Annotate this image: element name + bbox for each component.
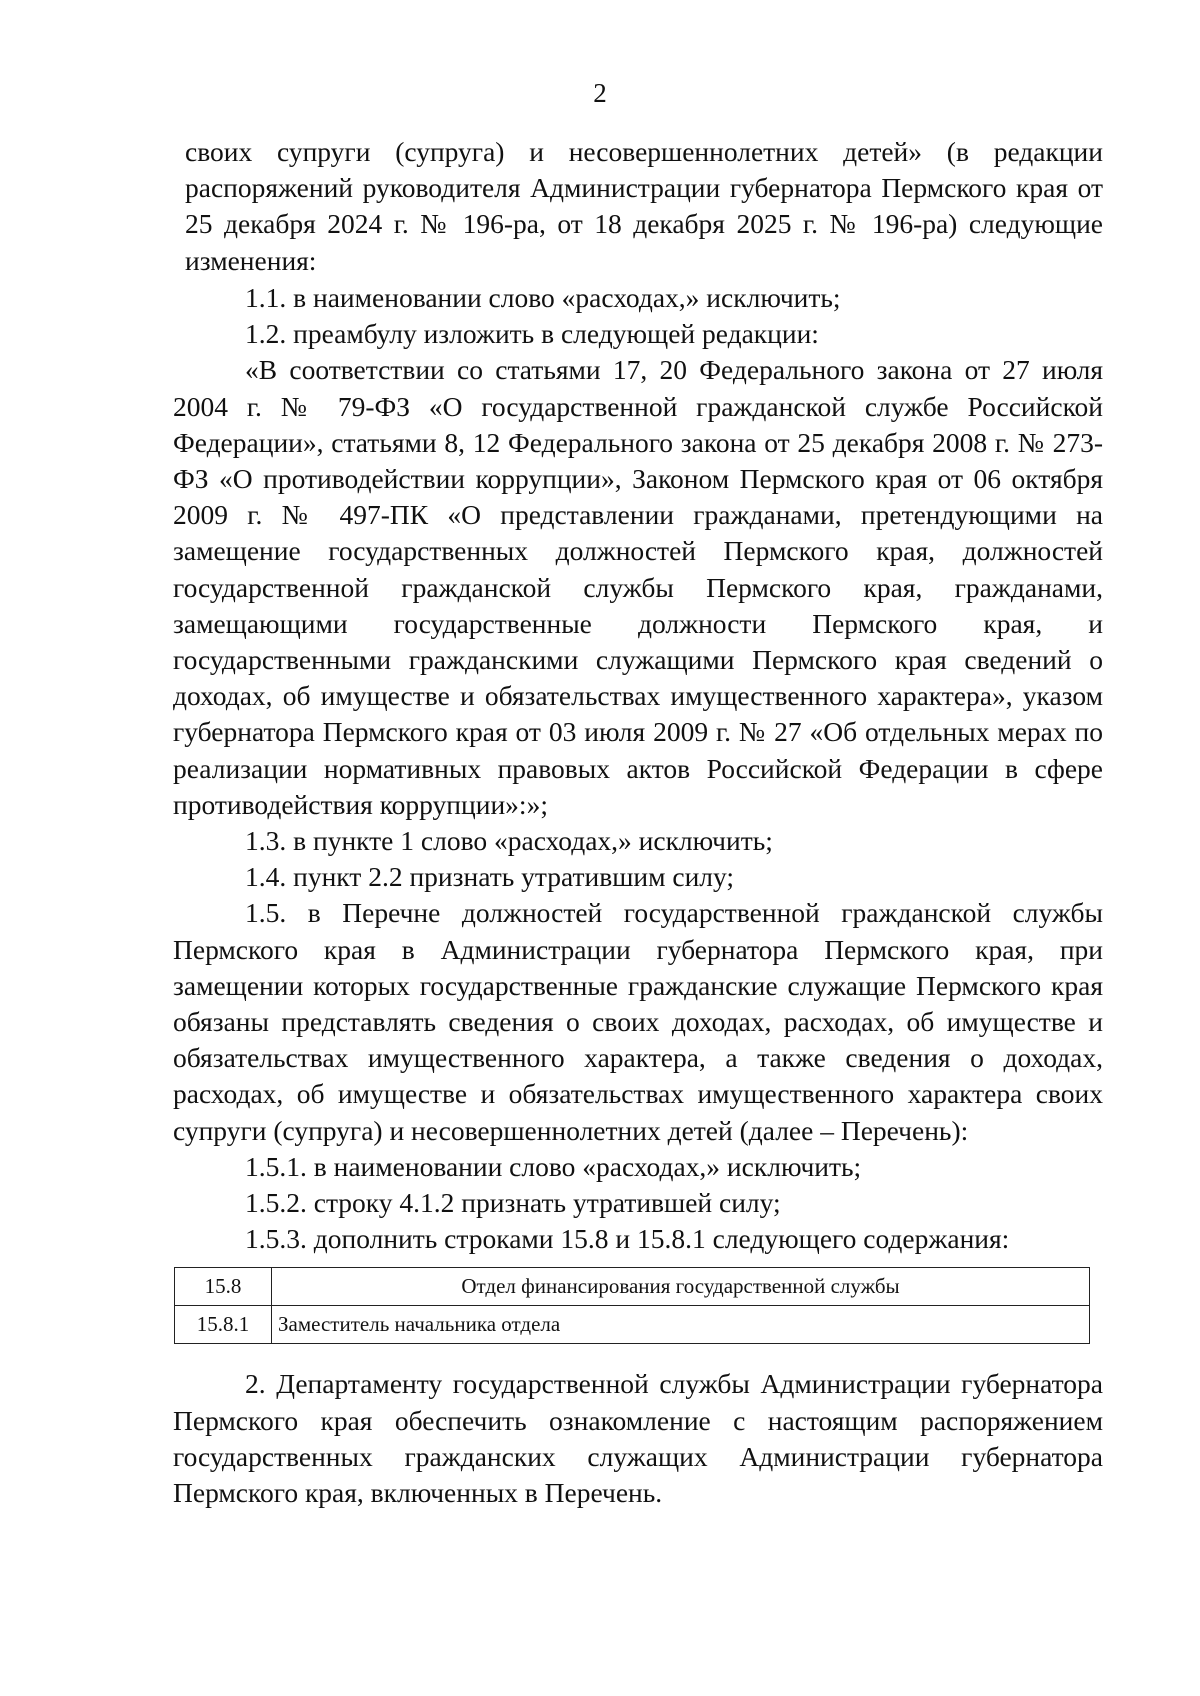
item-1-5: 1.5. в Перечне должностей государственной гражданской службы Пермского края в Администрации губернатора Пермского края, при замещении которых государственные гражданские служащие Пермского края обязаны представлять сведения о своих доходах, расходах, об имуществе и обязательствах имущественного характера, а также сведения о доходах, расходах, об имуществе и обязательствах имущественного характера своих супруги (супруга) и несовершеннолетних детей (далее – Перечень):	[173, 897, 1103, 1146]
item-2: 2. Департаменту государственной службы Администрации губернатора Пермского края обеспечить ознакомление с настоящим распоряжением государственных гражданских служащих Администрации губернатора Пермского края, включенных в Перечень.	[173, 1368, 1103, 1509]
table-row	[175, 1306, 1090, 1344]
intro-paragraph: своих супруги (супруга) и несовершеннолетних детей» (в редакции распоряжений руководителя Администрации губернатора Пермского края от 25 декабря 2024 г. № 196-ра, от 18 декабря 2025 г. № 196-ра) следующие изменения:	[185, 136, 1103, 276]
row-text: Отдел финансирования государственной службы	[272, 1268, 1090, 1306]
page-number: 2	[593, 78, 607, 108]
item-1-1: 1.1. в наименовании слово «расходах,» исключить;	[245, 282, 841, 313]
document-body	[173, 280, 1103, 1511]
item-1-5-2: 1.5.2. строку 4.1.2 признать утратившей силу;	[245, 1187, 781, 1219]
item-1-3: 1.3. в пункте 1 слово «расходах,» исключить;	[245, 825, 773, 857]
row-number: 15.8	[175, 1268, 272, 1306]
row-number: 15.8.1	[175, 1306, 272, 1344]
table-row	[175, 1268, 1090, 1306]
item-1-5-3: 1.5.3. дополнить строками 15.8 и 15.8.1 следующего содержания:	[245, 1223, 1010, 1255]
row-text: Заместитель начальника отдела	[272, 1306, 1090, 1344]
item-1-4: 1.4. пункт 2.2 признать утратившим силу;	[245, 861, 735, 893]
preamble-text: «В соответствии со статьями 17, 20 Федерального закона от 27 июля 2004 г. № 79-ФЗ «О государственной гражданской службе Российской Федерации», статьями 8, 12 Федерального закона от 25 декабря 2008 г. № 273-ФЗ «О противодействии коррупции», Законом Пермского края от 06 октября 2009 г. № 497-ПК «О представлении гражданами, претендующими на замещение государственных должностей Пермского края, должностей государственной гражданской службы Пермского края, гражданами, замещающими государственные должности Пермского края, и государственными гражданскими служащими Пермского края сведений о доходах, об имуществе и обязательствах имущественного характера», указом губернатора Пермского края от 03 июля 2009 г. № 27 «Об отдельных мерах по реализации нормативных правовых актов Российской Федерации в сфере противодействия коррупции»:»;	[173, 354, 1103, 820]
insert-table	[174, 1267, 1090, 1344]
item-1-5-1: 1.5.1. в наименовании слово «расходах,» исключить;	[245, 1150, 862, 1182]
item-1-2: 1.2. преамбулу изложить в следующей редакции:	[245, 318, 819, 350]
